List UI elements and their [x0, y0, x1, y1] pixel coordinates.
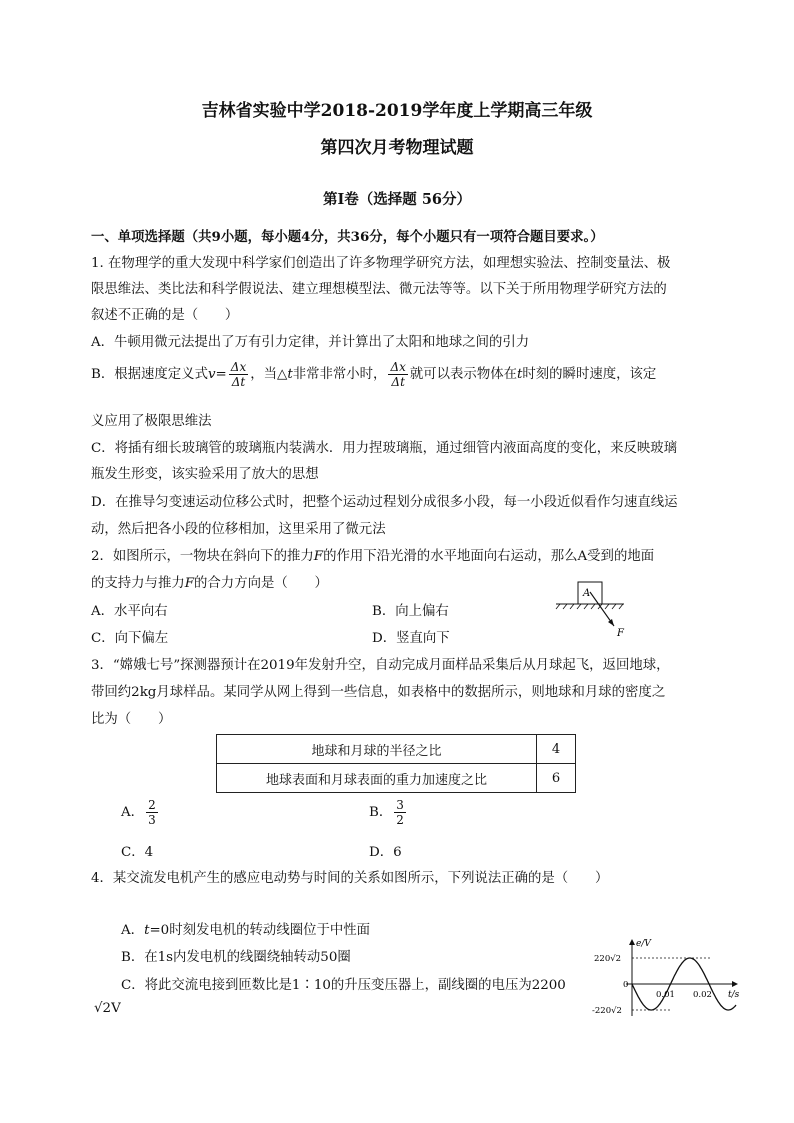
table-cell-label: 地球和月球的半径之比: [217, 735, 537, 764]
q1-stem-line3: 叙述不正确的是（ ）: [91, 308, 239, 323]
q1-stem-line1: 1. 在物理学的重大发现中科学家们创造出了许多物理学研究方法，如理想实验法、控制变量法、极: [91, 256, 671, 271]
q2-option-b: B．向上偏右: [372, 604, 449, 619]
q4-option-a-t: t: [144, 923, 150, 938]
q2-stem-f2: F: [184, 576, 195, 591]
y-axis-label: e/V: [636, 939, 651, 949]
q3-option-a: [121, 798, 160, 827]
q1-option-c-line1: C．将插有细长玻璃管的玻璃瓶内装满水．用力捏玻璃瓶，通过细管内液面高度的变化，来反映玻璃: [91, 441, 678, 456]
q2-stem-f: F: [313, 549, 324, 564]
fraction-numerator: Δx: [230, 360, 247, 374]
q2-option-d: D．竖直向下: [372, 631, 450, 646]
q4-option-c-value: 2V: [102, 1001, 121, 1016]
q4-stem: 4．某交流发电机产生的感应电动势与时间的关系如图所示，下列说法正确的是（ ）: [91, 871, 609, 886]
q2-stem-text1: 2．如图所示，一物块在斜向下的推力: [91, 549, 314, 564]
q4-option-c-line2: [94, 1001, 121, 1016]
q2-option-c: C．向下偏左: [91, 631, 169, 646]
q1-option-b-text5: 时刻的瞬时速度，该定: [522, 367, 657, 382]
q1-option-b-fraction-1: [229, 360, 248, 389]
y-tick-max: 220√2: [594, 954, 622, 964]
q1-option-b-text1: B．根据速度定义式: [91, 367, 208, 382]
q1-option-b-text2: ，当△: [250, 367, 288, 382]
section-heading: 一、单项选择题（共9小题，每小题4分，共36分，每个小题只有一项符合题目要求。）: [91, 229, 604, 245]
q4-option-b: B．在1s内发电机的线圈绕轴转动50圈: [121, 950, 351, 965]
q1-option-c-line2: 瓶发生形变，该实验采用了放大的思想: [91, 467, 319, 482]
y-axis-arrowhead: [629, 939, 635, 945]
table-cell-label: 地球表面和月球表面的重力加速度之比: [217, 764, 537, 793]
q3-stem-line2: 带回约2kg月球样品。某同学从网上得到一些信息，如表格中的数据所示，则地球和月球的密度之: [91, 685, 666, 700]
x-tick-1: 0.01: [656, 990, 675, 1000]
table-row: [217, 735, 576, 764]
q1-option-b-line2: 义应用了极限思维法: [91, 414, 212, 429]
origin-label: 0: [623, 980, 629, 990]
q2-stem-text2: 的作用下沿光滑的水平地面向右运动，那么A受到的地面: [323, 549, 655, 564]
q1-option-b-fraction-2: [388, 360, 407, 389]
sqrt-symbol: √: [94, 1001, 103, 1016]
q1-option-b-eq: =: [215, 367, 227, 382]
q2-force-diagram: [550, 578, 640, 640]
q4-option-c-line1: C．将此交流电接到匝数比是1∶10的升压变压器上，副线圈的电压为2200: [121, 978, 566, 993]
q2-stem-text4: 的合力方向是（ ）: [194, 576, 328, 591]
q4-option-a-text: =0时刻发电机的转动线圈位于中性面: [149, 923, 371, 938]
q1-stem-line2: 限思维法、类比法和科学假说法、建立理想模型法、微元法等等。以下关于所用物理学研究方法的: [91, 282, 667, 297]
q1-option-b-v: v: [207, 367, 216, 382]
q2-stem-line2: [91, 572, 328, 591]
force-label: F: [617, 628, 624, 639]
fraction-numerator: 3: [396, 798, 404, 812]
q3-option-b-fraction: [394, 798, 406, 827]
q1-option-a: A．牛顿用微元法提出了万有引力定律，并计算出了太阳和地球之间的引力: [91, 335, 530, 350]
y-tick-min: -220√2: [592, 1006, 622, 1016]
x-axis-label: t/s: [728, 990, 740, 1000]
fraction-denominator: 3: [148, 813, 156, 827]
q2-option-a: A．水平向右: [91, 604, 168, 619]
block-label: A: [583, 588, 591, 599]
q1-option-b-t2: t: [517, 367, 523, 382]
force-arrowhead: [608, 619, 614, 626]
q1-option-d-line1: D．在推导匀变速运动位移公式时，把整个运动过程划分成很多小段，每一小段近似看作匀速直线运: [91, 495, 678, 510]
document-title: 吉林省实验中学2018-2019学年度上学期高三年级: [201, 101, 593, 121]
q3-option-d: D．6: [369, 845, 402, 860]
table-row: [217, 764, 576, 793]
x-tick-2: 0.02: [693, 990, 712, 1000]
q3-stem-line1: 3．“嫦娥七号”探测器预计在2019年发射升空，自动完成月面样品采集后从月球起飞，返回地球，: [91, 658, 670, 673]
q1-option-b-text3: 非常非常小时，: [292, 367, 387, 382]
q4-option-a: [121, 919, 370, 938]
q3-data-table: [216, 734, 576, 793]
q1-option-d-line2: 动，然后把各小段的位移相加，这里采用了微元法: [91, 522, 386, 537]
fraction-denominator: Δt: [231, 375, 246, 389]
fraction-denominator: 2: [396, 813, 404, 827]
q1-option-b-t: t: [287, 367, 293, 382]
fraction-numerator: 2: [148, 798, 156, 812]
q1-option-b: [91, 360, 656, 389]
fraction-denominator: Δt: [391, 375, 405, 389]
document-subtitle: 第四次月考物理试题: [320, 138, 474, 158]
q3-stem-line3: 比为（ ）: [91, 712, 172, 727]
q3-option-a-fraction: [146, 798, 158, 827]
ground-hatching: [556, 604, 623, 609]
fraction-numerator: Δx: [390, 360, 406, 374]
q2-stem-text3: 的支持力与推力: [91, 576, 185, 591]
x-axis-arrowhead: [732, 981, 738, 987]
q4-option-a-prefix: A．: [121, 923, 145, 938]
q3-option-b: [369, 798, 408, 827]
q4-emf-graph: [592, 936, 742, 1018]
part-heading: 第Ⅰ卷（选择题 56分）: [322, 191, 471, 208]
q3-option-b-prefix: B．: [369, 805, 393, 820]
table-cell-value: 4: [537, 735, 576, 764]
q3-option-a-prefix: A．: [121, 805, 145, 820]
q1-option-b-text4: 就可以表示物体在: [409, 367, 517, 382]
q3-option-c: C．4: [121, 845, 154, 860]
q2-stem-line1: [91, 545, 654, 564]
table-cell-value: 6: [537, 764, 576, 793]
